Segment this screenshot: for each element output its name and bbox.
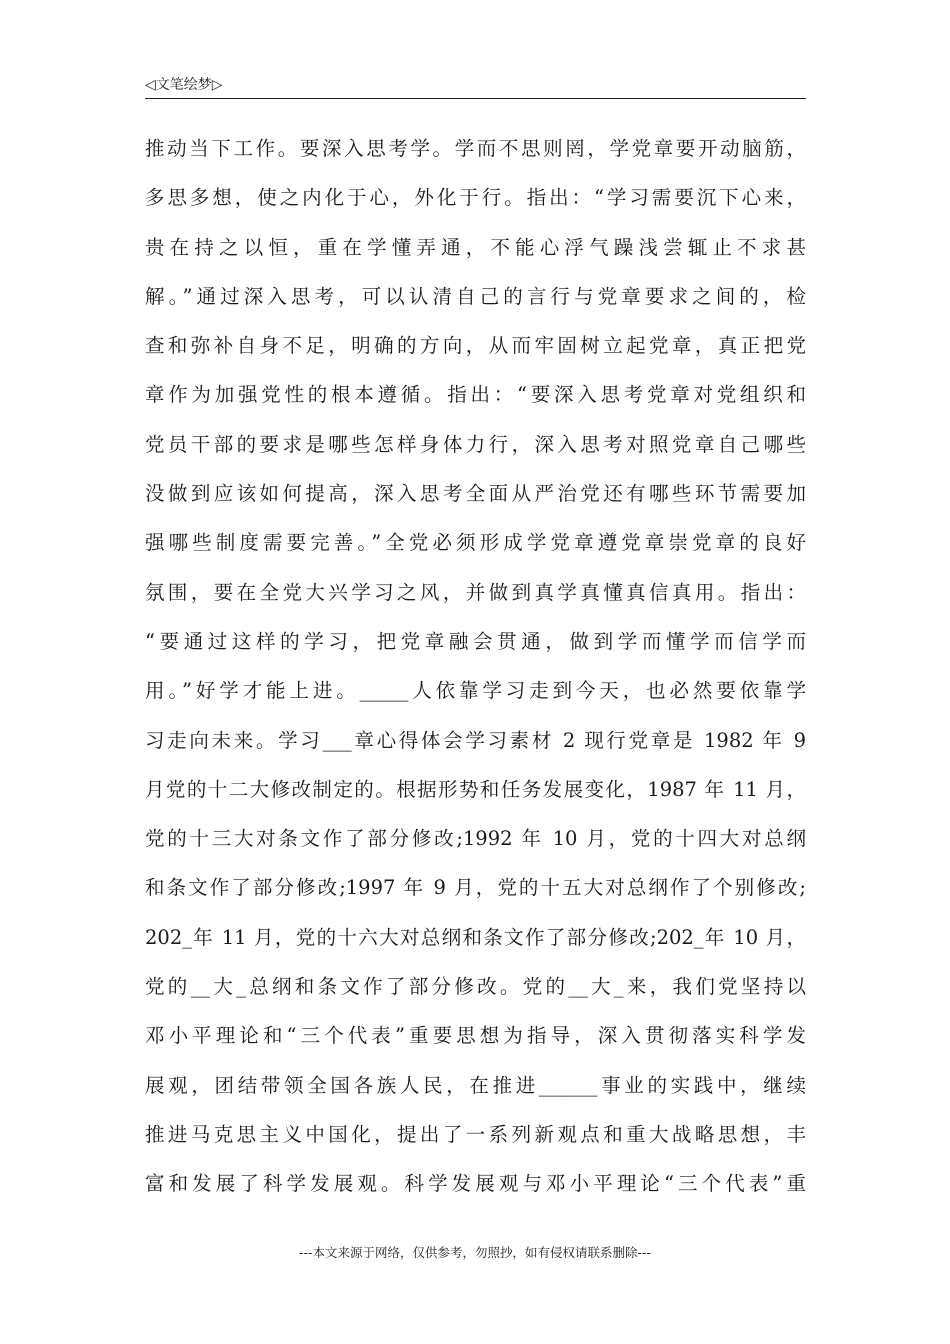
body-line: 查和弥补自身不足，明确的方向，从而牢固树立起党章，真正把党 (145, 334, 806, 358)
body-line: 邓小平理论和“三个代表”重要思想为指导，深入贯彻落实科学发 (145, 1024, 806, 1048)
body-line: 用。”好学才能上进。_____人依靠学习走到今天，也必然要依靠学 (145, 679, 806, 703)
footer-disclaimer: ---本文来源于网络，仅供参考，勿照抄，如有侵权请联系删除--- (298, 1245, 652, 1260)
body-line: 强哪些制度需要完善。”全党必须形成学党章遵党章崇党章的良好 (145, 531, 806, 555)
body-line: 多思多想，使之内化于心，外化于行。指出：“学习需要沉下心来， (145, 186, 806, 210)
body-line: 党的__大_总纲和条文作了部分修改。党的__大_来，我们党坚持以 (145, 975, 806, 999)
document-body (145, 124, 806, 1209)
body-line: 展观，团结带领全国各族人民，在推进______事业的实践中，继续 (145, 1073, 806, 1097)
body-line: 氛围，要在全党大兴学习之风，并做到真学真懂真信真用。指出： (145, 580, 806, 604)
body-line: 章作为加强党性的根本遵循。指出：“要深入思考党章对党组织和 (145, 383, 806, 407)
body-line: 推进马克思主义中国化，提出了一系列新观点和重大战略思想，丰 (145, 1122, 806, 1146)
body-line: “要通过这样的学习，把党章融会贯通，做到学而懂学而信学而 (145, 629, 806, 653)
body-line: 党员干部的要求是哪些怎样身体力行，深入思考对照党章自己哪些 (145, 432, 806, 456)
page-footer (0, 1243, 950, 1261)
body-line: 解。”通过深入思考，可以认清自己的言行与党章要求之间的，检 (145, 284, 806, 308)
header-title: ◁文笔绘梦▷ (145, 77, 223, 93)
body-line: 富和发展了科学发展观。科学发展观与邓小平理论“三个代表”重 (145, 1172, 806, 1196)
body-line: 推动当下工作。要深入思考学。学而不思则罔，学党章要开动脑筋， (145, 137, 806, 160)
body-line: 贵在持之以恒，重在学懂弄通，不能心浮气躁浅尝辄止不求甚 (145, 235, 806, 259)
body-line: 习走向未来。学习___章心得体会学习素材 2 现行党章是 1982 年 9 (145, 728, 806, 752)
page-header (145, 74, 806, 99)
body-line: 党的十三大对条文作了部分修改;1992 年 10 月，党的十四大对总纲 (145, 827, 806, 851)
body-line: 月党的十二大修改制定的。根据形势和任务发展变化，1987 年 11 月， (145, 777, 806, 801)
body-line: 202_年 11 月，党的十六大对总纲和条文作了部分修改;202_年 10 月， (145, 925, 806, 949)
body-line: 和条文作了部分修改;1997 年 9 月，党的十五大对总纲作了个别修改; (145, 876, 806, 900)
body-line: 没做到应该如何提高，深入思考全面从严治党还有哪些环节需要加 (145, 482, 806, 506)
